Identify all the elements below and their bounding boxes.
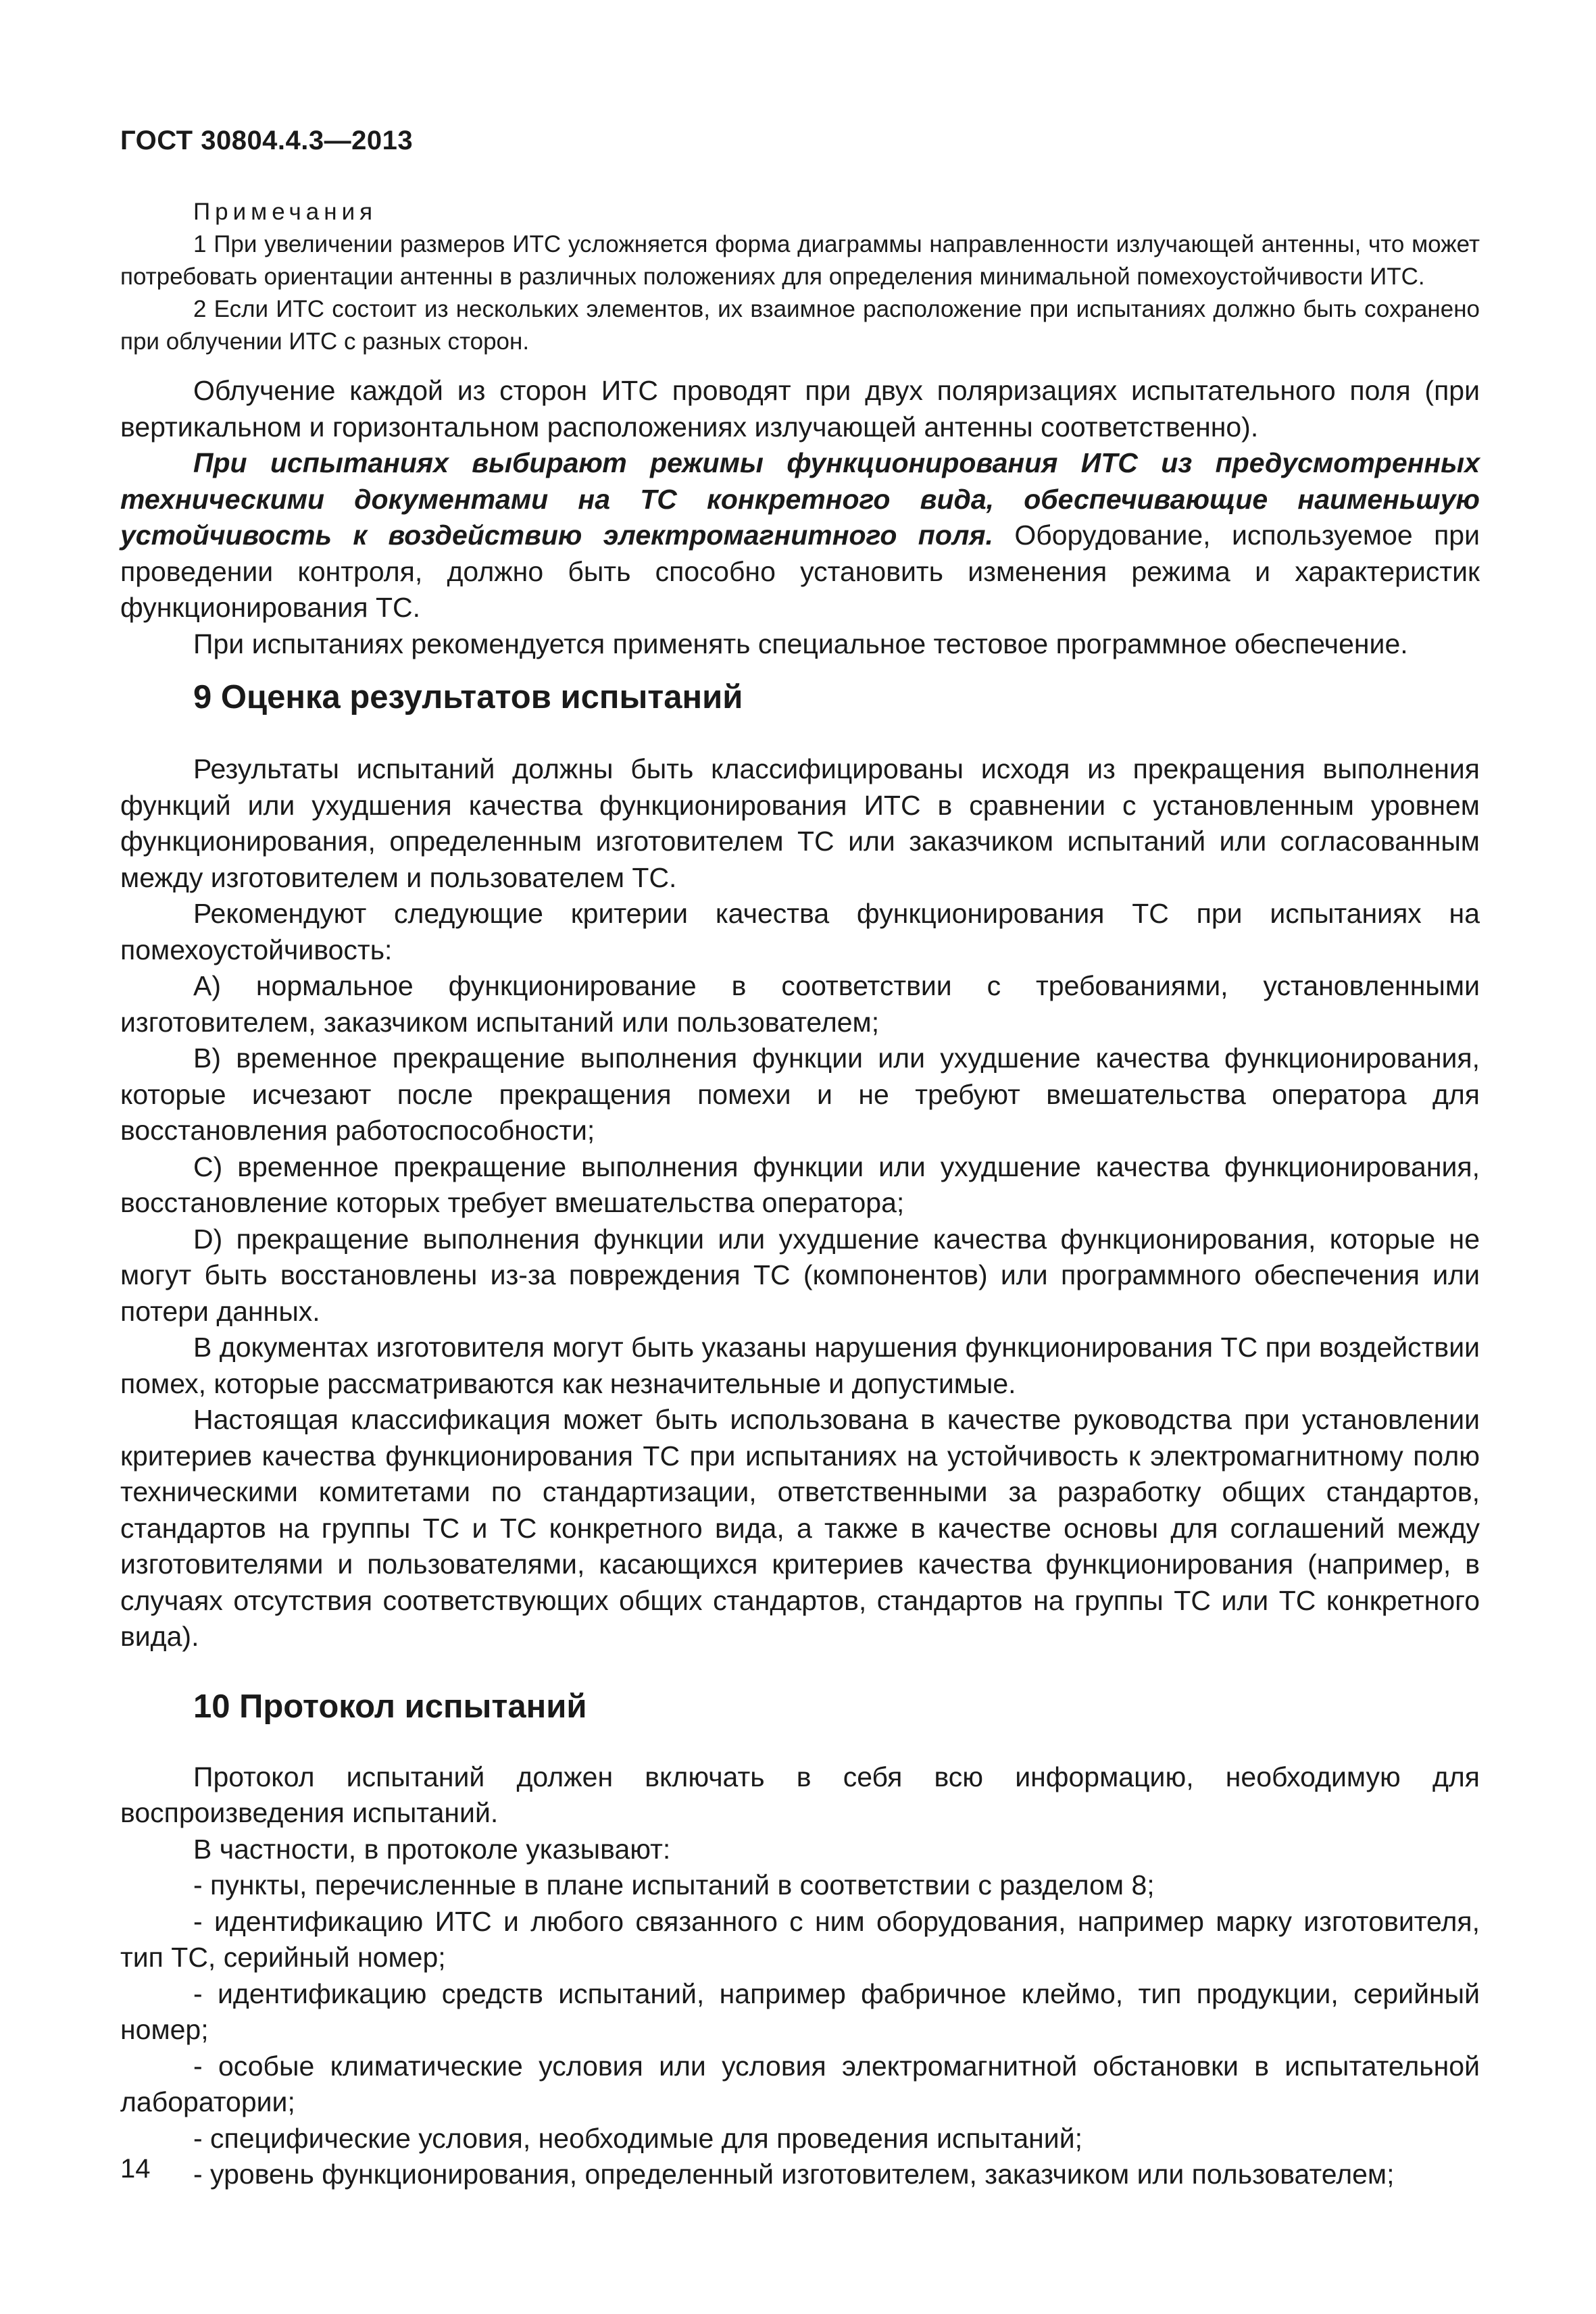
criterion-item: D) прекращение выполнения функции или ухудшение качества функционирования, которые не могут быть восстановлены из-за повреждения ТС (компонентов) или программного обеспечения или потери данных.	[120, 1223, 1480, 1327]
document-header: ГОСТ 30804.4.3—2013	[120, 126, 414, 155]
page-number: 14	[120, 2154, 151, 2184]
list-item: - пункты, перечисленные в плане испытаний в соответствии с разделом 8;	[193, 1869, 1155, 1901]
section-heading: 10 Протокол испытаний	[193, 1688, 587, 1725]
emphasized-text: При испытаниях выбирают режимы функционирования ИТС из предусмотренных техническими документами на ТС конкретного вида, обеспечивающие наименьшую устойчивость к воздействию электромагнитного поля.	[120, 447, 1480, 551]
note-item: 2 Если ИТС состоит из нескольких элементов, их взаимное расположение при испытаниях должно быть сохранено при облучении ИТС с разных сторон.	[120, 296, 1480, 355]
paragraph: Протокол испытаний должен включать в себя всю информацию, необходимую для воспроизведения испытаний.	[120, 1761, 1480, 1828]
paragraph: Результаты испытаний должны быть классифицированы исходя из прекращения выполнения функций или ухудшения качества функционирования ИТС в сравнении с установленным уровнем функционирования, определенным изготовителем ТС или заказчиком испытаний или согласованным между изготовителем и пользователем ТС.	[120, 753, 1480, 893]
paragraph	[120, 445, 1480, 626]
notes-block	[120, 196, 1480, 358]
paragraph: Рекомендуют следующие критерии качества функционирования ТС при испытаниях на помехоустойчивость:	[120, 898, 1480, 965]
paragraph: В документах изготовителя могут быть указаны нарушения функционирования ТС при воздействии помех, которые рассматриваются как незначительные и допустимые.	[120, 1332, 1480, 1399]
list-item: - идентификацию ИТС и любого связанного с ним оборудования, например марку изготовителя, тип ТС, серийный номер;	[120, 1905, 1480, 1973]
paragraph: В частности, в протоколе указывают:	[193, 1833, 671, 1865]
note-item: 1 При увеличении размеров ИТС усложняется форма диаграммы направленности излучающей антенны, что может потребовать ориентации антенны в различных положениях для определения минимальной помехоустойчивости ИТС.	[120, 231, 1480, 290]
paragraph: Настоящая классификация может быть использована в качестве руководства при установлении критериев качества функционирования ТС при испытаниях на устойчивость к электромагнитному полю техническими комитетами по стандартизации, ответственными за разработку общих стандартов, стандартов на группы ТС и ТС конкретного вида, а также в качестве основы для соглашений между изготовителями и пользователями, касающихся критериев качества функционирования (например, в случаях отсутствия соответствующих общих стандартов, стандартов на группы ТС или ТС конкретного вида).	[120, 1404, 1480, 1652]
criterion-item: В) временное прекращение выполнения функции или ухудшение качества функционирования, которые исчезают после прекращения помехи и не требуют вмешательства оператора для восстановления работоспособности;	[120, 1042, 1480, 1146]
section-heading: 9 Оценка результатов испытаний	[193, 679, 743, 715]
paragraph: Облучение каждой из сторон ИТС проводят при двух поляризациях испытательного поля (при вертикальном и горизонтальном расположениях излучающей антенны соответственно).	[120, 375, 1480, 443]
list-item: - специфические условия, необходимые для проведения испытаний;	[193, 2122, 1083, 2154]
paragraph-text: Оборудование, используемое при проведении контроля, должно быть способно установить изменения режима и характеристик функционирования ТС.	[120, 520, 1480, 623]
list-item: - идентификацию средств испытаний, например фабричное клеймо, тип продукции, серийный номер;	[120, 1978, 1480, 2045]
notes-title: Примечания	[193, 199, 378, 225]
page-body	[120, 196, 1480, 2193]
paragraph: При испытаниях рекомендуется применять специальное тестовое программное обеспечение.	[193, 628, 1408, 659]
criterion-item: С) временное прекращение выполнения функции или ухудшение качества функционирования, восстановление которых требует вмешательства оператора;	[120, 1151, 1480, 1218]
list-item: - особые климатические условия или условия электромагнитной обстановки в испытательной лаборатории;	[120, 2050, 1480, 2117]
criterion-item: А) нормальное функционирование в соответствии с требованиями, установленными изготовителем, заказчиком испытаний или пользователем;	[120, 970, 1480, 1038]
list-item: - уровень функционирования, определенный изготовителем, заказчиком или пользователем;	[193, 2159, 1395, 2190]
